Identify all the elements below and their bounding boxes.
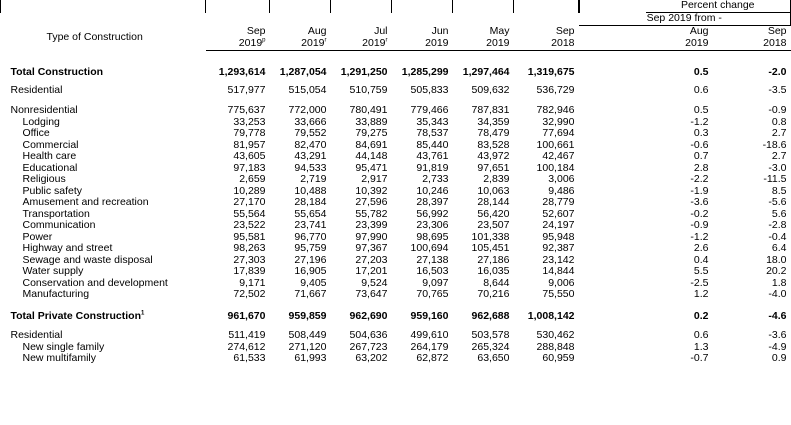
value-cell: 56,992 xyxy=(416,207,449,220)
table-row xyxy=(1,330,791,342)
percent-change-cell: -1.9 xyxy=(690,184,709,197)
value-cell: 27,186 xyxy=(477,253,510,266)
value-cell: 100,661 xyxy=(536,138,575,151)
table-row xyxy=(1,128,791,140)
row-label-text: Residential xyxy=(10,329,63,341)
percent-change-cell: -1.2 xyxy=(690,115,709,128)
row-label-text: Religious xyxy=(22,173,66,185)
value-cell: 27,170 xyxy=(233,196,266,208)
percent-change-cell: 2.7 xyxy=(771,150,787,162)
value-cell: 28,184 xyxy=(294,196,327,208)
value-cell: 9,405 xyxy=(300,276,327,289)
table-row xyxy=(1,353,791,365)
value-cell: 98,695 xyxy=(416,230,449,243)
table-row xyxy=(1,220,791,232)
col-header-month-4: May xyxy=(489,25,510,37)
value-cell: 42,467 xyxy=(542,150,575,162)
row-label-text: Lodging xyxy=(22,115,60,128)
percent-change-cell: 1.2 xyxy=(693,288,709,300)
row-label xyxy=(1,85,206,97)
percent-change-cell: 0.6 xyxy=(693,329,709,341)
value-cell: 9,524 xyxy=(361,276,388,289)
value-cell: 961,670 xyxy=(227,309,266,322)
value-cell: 787,831 xyxy=(471,104,510,116)
value-cell: 265,324 xyxy=(471,340,510,353)
value-cell: 2,839 xyxy=(483,173,510,185)
value-cell: 79,275 xyxy=(355,127,388,139)
value-cell: 9,171 xyxy=(239,276,266,289)
value-cell: 10,488 xyxy=(294,184,327,197)
value-cell: 267,723 xyxy=(349,340,388,353)
col-header-month-0: Sep xyxy=(246,25,266,37)
value-cell: 503,578 xyxy=(471,329,510,341)
row-label-text: Health care xyxy=(22,150,77,162)
type-of-construction-header: Type of Construction xyxy=(46,31,143,44)
percent-change-cell: -2.0 xyxy=(768,66,787,78)
value-cell: 288,848 xyxy=(536,340,575,353)
value-cell: 43,291 xyxy=(294,150,327,162)
value-cell: 264,179 xyxy=(410,340,449,353)
col-header-month-5: Sep xyxy=(555,25,575,37)
percent-change-cell: -3.0 xyxy=(768,161,787,174)
value-cell: 35,343 xyxy=(416,115,449,128)
value-cell: 1,293,614 xyxy=(218,66,266,78)
value-cell: 1,008,142 xyxy=(527,309,575,322)
percent-change-cell: -1.2 xyxy=(690,230,709,243)
value-cell: 27,303 xyxy=(233,253,266,266)
value-cell: 83,528 xyxy=(477,138,510,151)
value-cell: 505,833 xyxy=(410,83,449,96)
value-cell: 1,287,054 xyxy=(279,66,327,78)
percent-change-cell: 18.0 xyxy=(766,253,787,266)
percent-change-cell: -2.5 xyxy=(690,276,709,289)
value-cell: 63,650 xyxy=(477,352,510,364)
row-label-text: Manufacturing xyxy=(22,288,90,300)
value-cell: 511,419 xyxy=(228,329,266,341)
value-cell: 55,782 xyxy=(355,207,388,220)
percent-change-cell: 8.5 xyxy=(771,184,787,197)
value-cell: 959,859 xyxy=(288,309,327,322)
value-cell: 780,491 xyxy=(349,104,388,116)
value-cell: 2,733 xyxy=(422,173,449,185)
percent-change-cell: 0.2 xyxy=(693,309,709,322)
percent-change-cell: 0.5 xyxy=(693,66,709,78)
value-cell: 77,694 xyxy=(542,127,575,139)
row-label-text: Highway and street xyxy=(22,242,113,254)
value-cell: 73,647 xyxy=(355,288,388,300)
col-header-month-2: Jul xyxy=(374,25,388,37)
pct-col-header-month-1: Sep xyxy=(767,25,787,38)
value-cell: 17,839 xyxy=(233,265,266,277)
row-label-text: Conservation and development xyxy=(22,276,168,289)
value-cell: 779,466 xyxy=(410,104,449,116)
table-row xyxy=(1,311,791,323)
percent-change-cell: 0.4 xyxy=(693,253,709,266)
col-header-sup-0: p xyxy=(262,37,266,44)
value-cell: 962,688 xyxy=(471,309,510,322)
table-row xyxy=(1,151,791,163)
percent-change-cell: -3.5 xyxy=(768,83,787,96)
table-row xyxy=(1,117,791,129)
header-row-2 xyxy=(1,13,791,26)
value-cell: 34,359 xyxy=(477,115,510,128)
value-cell: 3,006 xyxy=(548,173,575,185)
value-cell: 75,550 xyxy=(542,288,575,300)
percent-change-cell: 0.5 xyxy=(693,104,709,116)
percent-change-cell: 1.8 xyxy=(771,276,787,289)
value-cell: 71,667 xyxy=(294,288,327,300)
table-header xyxy=(1,0,791,51)
value-cell: 23,741 xyxy=(294,219,327,231)
table-row xyxy=(1,174,791,186)
value-cell: 70,765 xyxy=(416,288,449,300)
percent-change-cell: -3.6 xyxy=(690,196,709,208)
value-cell: 27,203 xyxy=(355,253,388,266)
value-cell: 97,183 xyxy=(233,161,266,174)
percent-change-cell: 6.4 xyxy=(771,242,787,254)
table-row xyxy=(1,209,791,221)
col-header-month-3: Jun xyxy=(431,25,449,37)
value-cell: 98,263 xyxy=(233,242,266,254)
row-label-text: Power xyxy=(22,230,53,243)
percent-change-cell: 5.6 xyxy=(771,207,787,220)
table-row xyxy=(1,85,791,97)
spacer-row xyxy=(1,96,791,105)
value-cell: 27,138 xyxy=(416,253,449,266)
value-cell: 101,338 xyxy=(471,230,510,243)
value-cell: 772,000 xyxy=(288,104,327,116)
value-cell: 10,392 xyxy=(355,184,388,197)
header-row-1 xyxy=(1,0,791,13)
value-cell: 23,306 xyxy=(416,219,449,231)
row-label xyxy=(1,353,206,365)
percent-change-cell: -5.6 xyxy=(768,196,787,208)
row-label xyxy=(1,289,206,301)
row-label-text: Total Private Construction xyxy=(10,309,141,322)
value-cell: 60,959 xyxy=(542,352,575,364)
value-cell: 28,144 xyxy=(477,196,510,208)
pct-col-header-year-1: 2018 xyxy=(713,38,791,51)
value-cell: 16,905 xyxy=(294,265,327,277)
value-cell: 23,507 xyxy=(477,219,510,231)
percent-change-cell: 5.5 xyxy=(693,265,709,277)
col-header-sup-1: r xyxy=(324,37,327,44)
col-header-year-2: 2019 xyxy=(362,37,386,50)
row-label-footnote: 1 xyxy=(141,310,145,316)
value-cell: 10,246 xyxy=(416,184,449,197)
col-header-year-3: 2019 xyxy=(425,37,449,50)
value-cell: 105,451 xyxy=(471,242,510,254)
value-cell: 81,957 xyxy=(233,138,266,151)
value-cell: 44,148 xyxy=(355,150,388,162)
row-label-text: Educational xyxy=(22,161,78,174)
percent-change-cell: -4.9 xyxy=(768,340,787,353)
value-cell: 78,479 xyxy=(477,127,510,139)
value-cell: 79,778 xyxy=(233,127,266,139)
table-row xyxy=(1,255,791,267)
value-cell: 92,387 xyxy=(542,242,575,254)
percent-change-cell: 2.6 xyxy=(693,242,709,254)
value-cell: 510,759 xyxy=(349,83,388,96)
percent-change-cell: -0.6 xyxy=(690,138,709,151)
percent-change-cell: -0.9 xyxy=(768,104,787,116)
col-header-year-4: 2019 xyxy=(486,37,510,50)
col-header-year-5: 2018 xyxy=(551,37,575,50)
col-header-year-1: 2019 xyxy=(301,37,325,50)
value-cell: 100,184 xyxy=(536,161,575,174)
value-cell: 97,367 xyxy=(355,242,388,254)
value-cell: 55,654 xyxy=(294,207,327,220)
value-cell: 94,533 xyxy=(294,161,327,174)
percent-change-cell: -0.2 xyxy=(690,207,709,220)
value-cell: 509,632 xyxy=(471,83,510,96)
percent-change-cell: -4.6 xyxy=(768,309,787,322)
value-cell: 16,503 xyxy=(416,265,449,277)
table-row xyxy=(1,67,791,79)
value-cell: 10,063 xyxy=(477,184,510,197)
row-label-text: Nonresidential xyxy=(10,104,78,116)
value-cell: 33,666 xyxy=(294,115,327,128)
value-cell: 8,644 xyxy=(483,276,510,289)
value-cell: 61,533 xyxy=(233,352,266,364)
value-cell: 33,889 xyxy=(355,115,388,128)
row-label-text: Communication xyxy=(22,219,96,231)
value-cell: 959,160 xyxy=(410,309,449,322)
percent-change-cell: 0.8 xyxy=(771,115,787,128)
percent-change-cell: 0.6 xyxy=(693,83,709,96)
value-cell: 100,694 xyxy=(410,242,449,254)
row-label-text: Amusement and recreation xyxy=(22,196,149,208)
col-header-month-1: Aug xyxy=(307,25,327,37)
row-label-text: New multifamily xyxy=(22,352,97,364)
percent-change-header-line1: Percent change xyxy=(646,0,791,13)
percent-change-cell: -0.9 xyxy=(690,219,709,231)
value-cell: 55,564 xyxy=(233,207,266,220)
value-cell: 97,651 xyxy=(477,161,510,174)
spacer-row xyxy=(1,322,791,330)
value-cell: 17,201 xyxy=(355,265,388,277)
value-cell: 23,399 xyxy=(355,219,388,231)
pct-col-header-month-0: Aug xyxy=(689,25,709,38)
value-cell: 23,142 xyxy=(542,253,575,266)
value-cell: 84,691 xyxy=(355,138,388,151)
value-cell: 52,607 xyxy=(542,207,575,220)
percent-change-cell: 0.7 xyxy=(693,150,709,162)
value-cell: 72,502 xyxy=(233,288,266,300)
table-row xyxy=(1,342,791,354)
value-cell: 782,946 xyxy=(536,104,575,116)
table-row xyxy=(1,140,791,152)
value-cell: 1,291,250 xyxy=(340,66,388,78)
percent-change-cell: 20.2 xyxy=(766,265,787,277)
value-cell: 97,990 xyxy=(355,230,388,243)
percent-change-cell: -11.5 xyxy=(763,173,787,185)
percent-change-cell: -3.6 xyxy=(768,329,787,341)
header-row-3 xyxy=(1,26,791,39)
value-cell: 91,819 xyxy=(416,161,449,174)
value-cell: 9,097 xyxy=(422,276,449,289)
value-cell: 32,990 xyxy=(542,115,575,128)
percent-change-cell: -2.8 xyxy=(768,219,787,231)
row-label-text: New single family xyxy=(22,340,105,353)
value-cell: 517,977 xyxy=(227,83,266,96)
value-cell: 62,872 xyxy=(416,352,449,364)
value-cell: 1,319,675 xyxy=(527,66,575,78)
row-label-text: Sewage and waste disposal xyxy=(22,253,153,266)
percent-change-cell: -2.2 xyxy=(690,173,709,185)
value-cell: 56,420 xyxy=(477,207,510,220)
col-header-sup-2: r xyxy=(385,37,388,44)
percent-change-cell: -0.4 xyxy=(768,230,787,243)
row-label-text: Office xyxy=(22,127,50,139)
value-cell: 9,486 xyxy=(548,184,575,197)
value-cell: 96,770 xyxy=(294,230,327,243)
value-cell: 536,729 xyxy=(536,83,575,96)
value-cell: 24,197 xyxy=(542,219,575,231)
value-cell: 2,719 xyxy=(300,173,327,185)
value-cell: 95,948 xyxy=(542,230,575,243)
value-cell: 70,216 xyxy=(477,288,510,300)
value-cell: 28,397 xyxy=(416,196,449,208)
value-cell: 43,761 xyxy=(416,150,449,162)
table-row xyxy=(1,105,791,117)
value-cell: 33,253 xyxy=(233,115,266,128)
value-cell: 2,917 xyxy=(361,173,388,185)
percent-change-cell: -4.0 xyxy=(768,288,787,300)
percent-change-header-line2: Sep 2019 from - xyxy=(579,13,791,26)
spacer-row xyxy=(1,51,791,68)
value-cell: 78,537 xyxy=(416,127,449,139)
value-cell: 530,462 xyxy=(536,329,575,341)
table-row xyxy=(1,289,791,301)
table-row xyxy=(1,232,791,244)
value-cell: 27,596 xyxy=(355,196,388,208)
value-cell: 79,552 xyxy=(294,127,327,139)
value-cell: 28,779 xyxy=(542,196,575,208)
row-label-text: Total Construction xyxy=(10,66,104,78)
table-row xyxy=(1,197,791,209)
table-row xyxy=(1,278,791,290)
value-cell: 271,120 xyxy=(288,340,327,353)
col-header-year-0: 2019 xyxy=(238,37,263,50)
row-label-text: Commercial xyxy=(22,138,79,151)
value-cell: 85,440 xyxy=(416,138,449,151)
percent-change-cell: -18.6 xyxy=(762,138,787,151)
table-body xyxy=(1,51,791,365)
row-label-text: Residential xyxy=(10,83,63,96)
value-cell: 1,297,464 xyxy=(462,66,510,78)
percent-change-cell: 1.3 xyxy=(693,340,709,353)
value-cell: 23,522 xyxy=(233,219,266,231)
row-label-text: Public safety xyxy=(22,184,83,197)
percent-change-cell: -0.7 xyxy=(690,352,709,364)
value-cell: 504,636 xyxy=(349,329,388,341)
percent-change-cell: 0.3 xyxy=(693,127,709,139)
value-cell: 274,612 xyxy=(227,340,266,353)
value-cell: 775,637 xyxy=(227,104,266,116)
value-cell: 82,470 xyxy=(294,138,327,151)
value-cell: 515,054 xyxy=(288,83,327,96)
value-cell: 27,196 xyxy=(294,253,327,266)
value-cell: 962,690 xyxy=(349,309,388,322)
value-cell: 508,449 xyxy=(288,329,327,341)
value-cell: 2,659 xyxy=(239,173,266,185)
value-cell: 9,006 xyxy=(548,276,575,289)
value-cell: 63,202 xyxy=(355,352,388,364)
value-cell: 10,289 xyxy=(233,184,266,197)
percent-change-cell: 2.7 xyxy=(771,127,787,139)
row-label xyxy=(1,311,206,323)
row-label-text: Transportation xyxy=(22,207,90,220)
row-label xyxy=(1,67,206,79)
value-cell: 95,581 xyxy=(233,230,266,243)
percent-change-cell: 2.8 xyxy=(693,161,709,174)
value-cell: 43,972 xyxy=(477,150,510,162)
value-cell: 61,993 xyxy=(294,352,327,364)
value-cell: 43,605 xyxy=(233,150,266,162)
percent-change-cell: 0.9 xyxy=(771,352,787,364)
row-label-text: Water supply xyxy=(22,265,84,277)
value-cell: 16,035 xyxy=(477,265,510,277)
value-cell: 1,285,299 xyxy=(401,66,449,78)
value-cell: 14,844 xyxy=(542,265,575,277)
table-row xyxy=(1,163,791,175)
value-cell: 499,610 xyxy=(410,329,449,341)
value-cell: 95,759 xyxy=(294,242,327,254)
pct-col-header-year-0: 2019 xyxy=(646,38,713,51)
value-cell: 95,471 xyxy=(355,161,388,174)
